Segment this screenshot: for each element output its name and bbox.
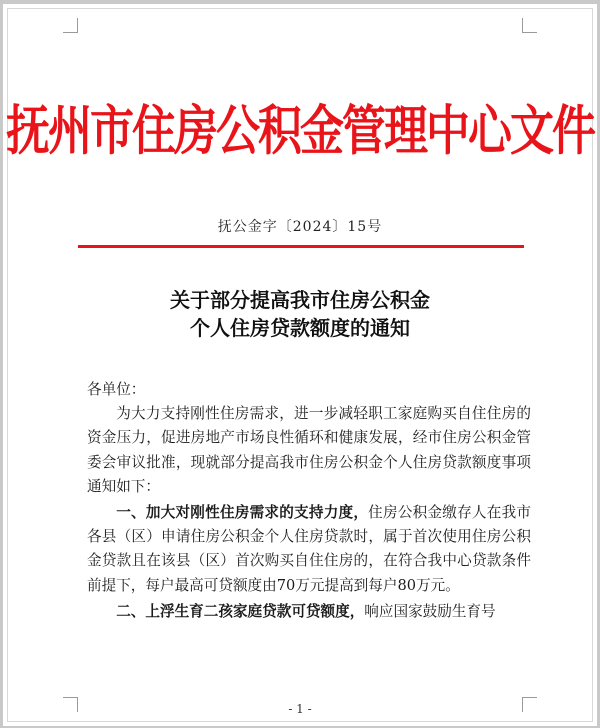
page-number: - 1 - (288, 702, 312, 716)
section-2-heading: 二、上浮生育二孩家庭贷款可贷额度， (116, 602, 365, 620)
section-2-paragraph (87, 600, 531, 624)
intro-paragraph: 为大力支持刚性住房需求，进一步减轻职工家庭购买自住住房的资金压力，促进房地产市场良性循环和健康发展，经市住房公积金管委会审议批准，现就部分提高我市住房公积金个人住房贷款额度事项通知如下： (87, 405, 531, 495)
organization-title: 抚州市住房公积金管理中心文件 (6, 100, 594, 163)
notice-title-line-1: 关于部分提高我市住房公积金 (170, 288, 430, 312)
document-page (3, 4, 597, 726)
section-1-paragraph (87, 501, 531, 598)
notice-title-line-2: 个人住房贷款额度的通知 (190, 316, 410, 340)
red-divider-line (78, 245, 524, 248)
section-1-heading: 一、加大对刚性住房需求的支持力度， (116, 504, 369, 522)
document-body (87, 378, 531, 624)
margin-corner-mark-top-left (63, 18, 78, 33)
section-1-text: 住房公积金缴存人在我市各县（区）申请住房公积金个人住房贷款时，属于首次使用住房公积金贷款且在该县（区）首次购买自住住房的，在符合我中心贷款条件前提下，每户最高可贷额度由70万元提高到每户80万元。 (87, 504, 531, 594)
margin-corner-mark-top-right (522, 18, 537, 33)
salutation: 各单位： (87, 381, 146, 398)
section-2-text: 响应国家鼓励生育号 (364, 602, 496, 620)
document-number: 抚公金字〔2024〕15号 (217, 219, 383, 235)
notice-title (3, 286, 597, 342)
